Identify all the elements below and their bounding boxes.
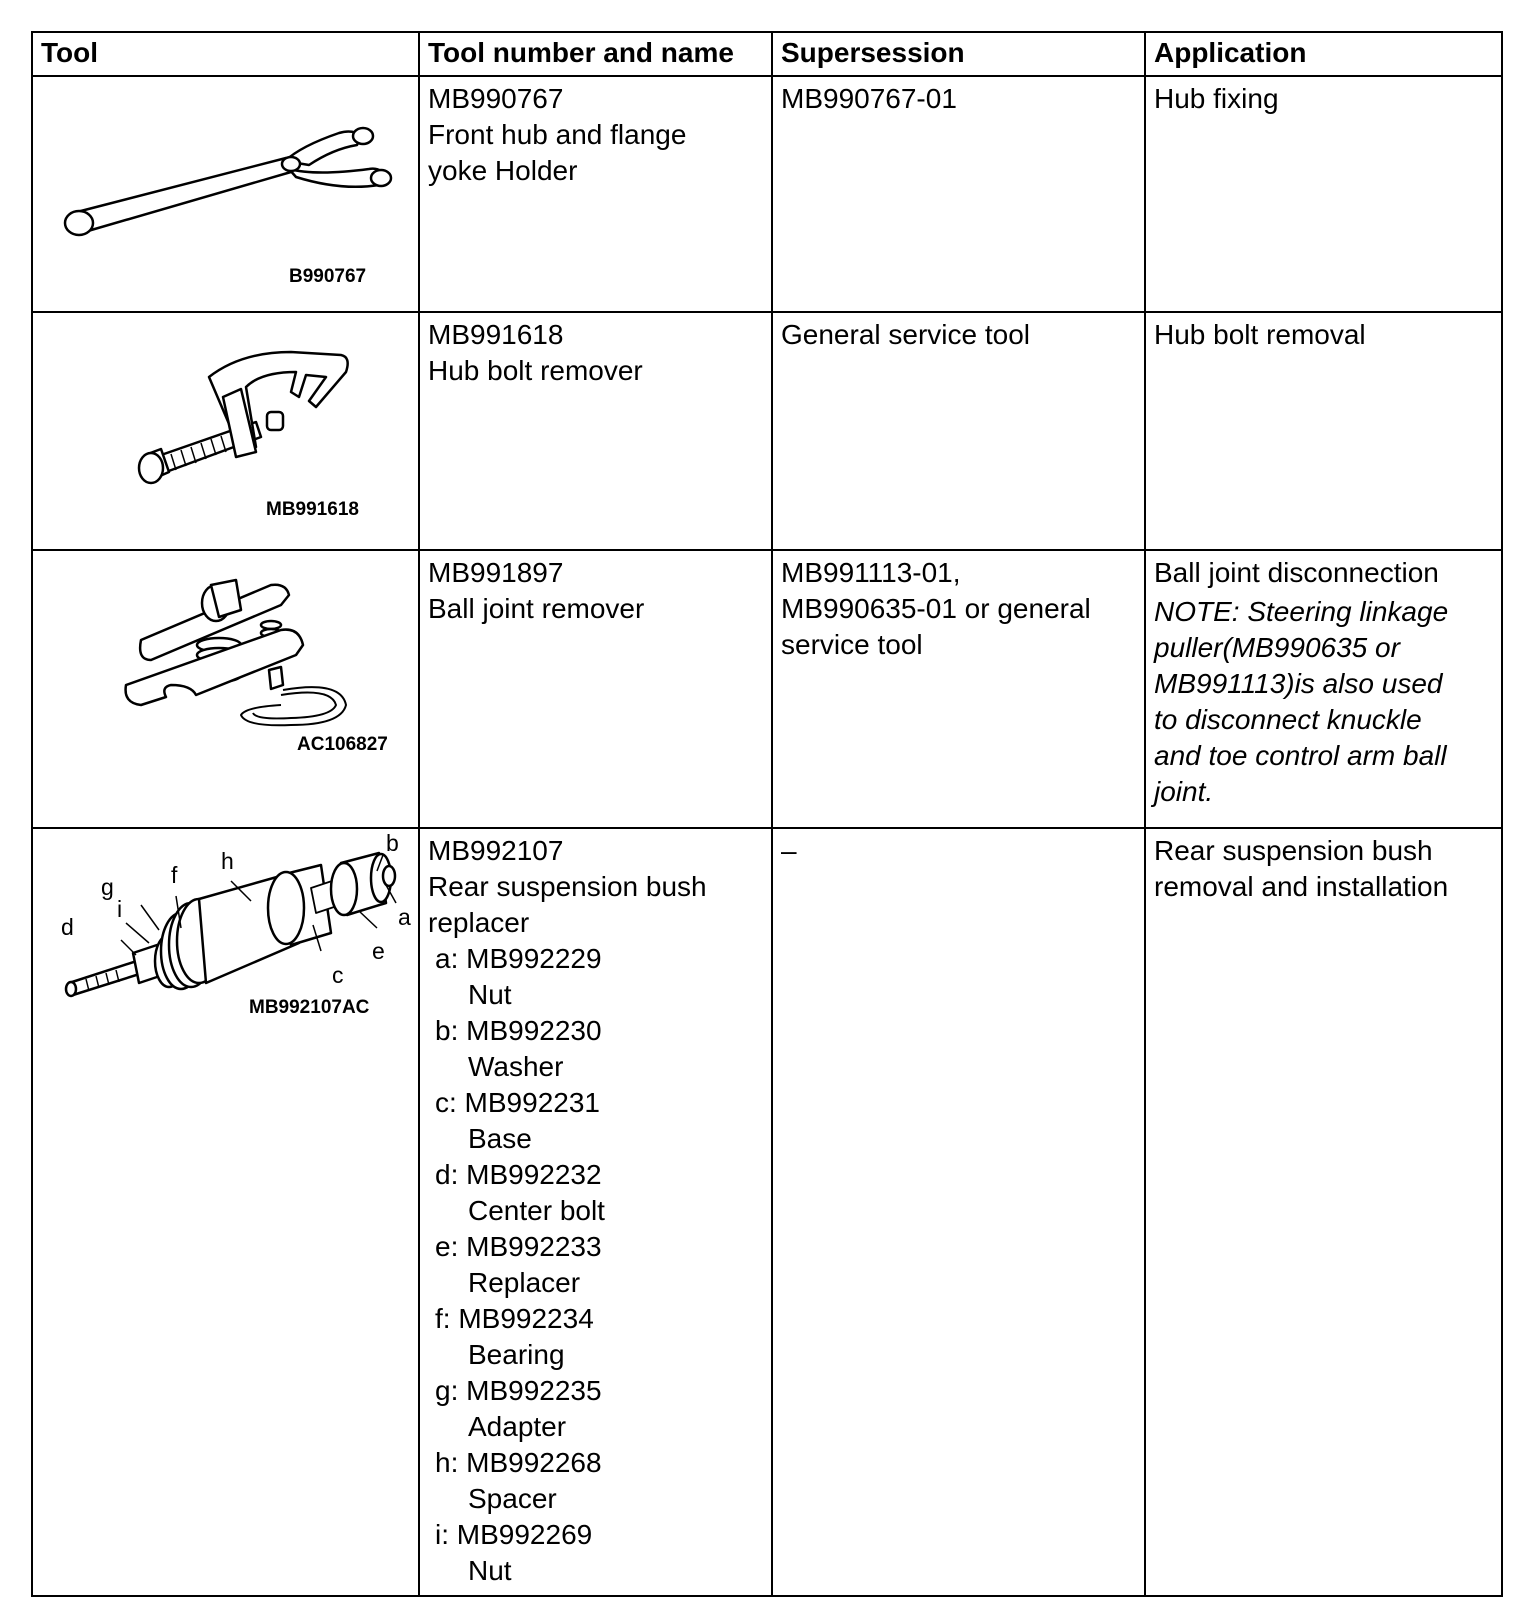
- tool-name-line: yoke Holder: [428, 155, 578, 186]
- part-name: Nut: [468, 1555, 512, 1586]
- application-cell: [1145, 312, 1502, 550]
- application-text: Hub bolt removal: [1154, 319, 1366, 350]
- supersession-text: MB990767-01: [781, 83, 957, 114]
- supersession-text: General service tool: [781, 319, 1031, 350]
- tool-number-name-cell: [419, 828, 772, 1596]
- note-line: joint.: [1154, 776, 1214, 807]
- note-line: to disconnect knuckle: [1154, 704, 1422, 735]
- bush-replacer-illustration: [41, 833, 424, 1033]
- application-text: Hub fixing: [1154, 83, 1279, 114]
- application-cell: [1145, 76, 1502, 312]
- note-line: and toe control arm ball: [1154, 740, 1447, 771]
- tool-name-line: Ball joint remover: [428, 593, 645, 624]
- tool-image-label: MB992107AC: [249, 997, 370, 1018]
- callout-a: a: [398, 904, 411, 930]
- application-text: Ball joint disconnection: [1154, 557, 1439, 588]
- hub-holder-wrench-illustration: [41, 81, 424, 309]
- tool-image-cell: [32, 828, 419, 1596]
- supersession-cell: [772, 76, 1145, 312]
- part-name: Nut: [468, 979, 512, 1010]
- supersession-text: MB990635-01 or general: [781, 593, 1091, 624]
- tool-number: MB990767: [428, 83, 564, 114]
- table-row: [32, 828, 1502, 1596]
- note-line: MB991113)is also used: [1154, 668, 1443, 699]
- tool-name-line: Front hub and flange: [428, 119, 687, 150]
- application-cell: [1145, 828, 1502, 1596]
- tool-image-cell: [32, 76, 419, 312]
- ball-joint-remover-illustration: [41, 555, 424, 825]
- tool-number-name-cell: [419, 550, 772, 828]
- part-name: Washer: [468, 1051, 564, 1082]
- tool-number: MB991897: [428, 557, 564, 588]
- tool-number-name-cell: [419, 312, 772, 550]
- tool-image-cell: [32, 550, 419, 828]
- hub-bolt-remover-illustration: [41, 317, 424, 547]
- part-name: Adapter: [468, 1411, 567, 1442]
- supersession-cell: [772, 550, 1145, 828]
- callout-h: h: [221, 848, 234, 874]
- application-text: removal and installation: [1154, 871, 1449, 902]
- callout-d: d: [61, 914, 74, 940]
- supersession-cell: [772, 828, 1145, 1596]
- part-code: f: MB992234: [435, 1303, 594, 1334]
- header-supersession: Supersession: [772, 32, 1145, 76]
- special-tools-table: [31, 31, 1503, 1597]
- supersession-text: MB991113-01,: [781, 557, 961, 588]
- application-text: Rear suspension bush: [1154, 835, 1433, 866]
- table-row: [32, 76, 1502, 312]
- header-row: [32, 32, 1502, 76]
- tool-number-name-cell: [419, 76, 772, 312]
- part-code: h: MB992268: [435, 1447, 602, 1478]
- supersession-text: –: [781, 835, 797, 866]
- tool-number: MB991618: [428, 319, 564, 350]
- note-line: puller(MB990635 or: [1154, 632, 1400, 663]
- part-code: c: MB992231: [435, 1087, 600, 1118]
- part-code: d: MB992232: [435, 1159, 602, 1190]
- tool-number: MB992107: [428, 835, 564, 866]
- part-code: a: MB992229: [435, 943, 602, 974]
- header-tool-number-and-name: Tool number and name: [419, 32, 772, 76]
- header-tool: Tool: [32, 32, 419, 76]
- supersession-text: service tool: [781, 629, 923, 660]
- application-note: [1154, 594, 1493, 810]
- table-row: [32, 550, 1502, 828]
- part-code: g: MB992235: [435, 1375, 602, 1406]
- callout-c: c: [332, 962, 344, 988]
- application-cell: [1145, 550, 1502, 828]
- tool-image-label: MB991618: [266, 499, 359, 520]
- part-code: b: MB992230: [435, 1015, 602, 1046]
- callout-e: e: [372, 938, 385, 964]
- callout-b: b: [386, 833, 399, 856]
- part-code: e: MB992233: [435, 1231, 602, 1262]
- table-row: [32, 312, 1502, 550]
- callout-g: g: [101, 874, 114, 900]
- part-name: Spacer: [468, 1483, 557, 1514]
- callout-i: i: [117, 896, 123, 922]
- part-name: Bearing: [468, 1339, 565, 1370]
- note-line: NOTE: Steering linkage: [1154, 596, 1449, 627]
- part-name: Base: [468, 1123, 532, 1154]
- tool-image-cell: [32, 312, 419, 550]
- tool-name-line: Rear suspension bush: [428, 871, 707, 902]
- tool-image-label: B990767: [289, 266, 367, 287]
- tool-image-label: AC106827: [297, 734, 388, 755]
- tool-name-line: Hub bolt remover: [428, 355, 643, 386]
- supersession-cell: [772, 312, 1145, 550]
- header-application: Application: [1145, 32, 1502, 76]
- tool-name-line: replacer: [428, 907, 530, 938]
- callout-f: f: [171, 862, 178, 888]
- part-code: i: MB992269: [435, 1519, 593, 1550]
- part-name: Replacer: [468, 1267, 581, 1298]
- part-name: Center bolt: [468, 1195, 605, 1226]
